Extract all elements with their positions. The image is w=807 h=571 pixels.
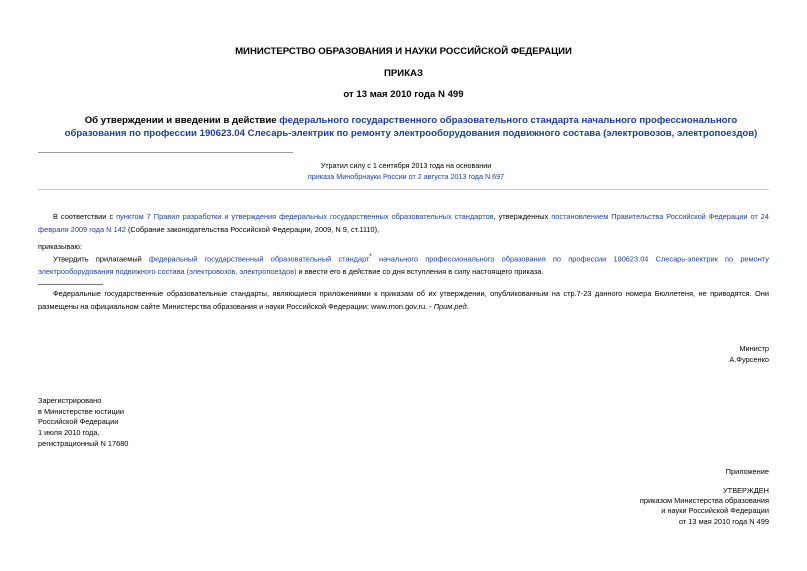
rules-point-7-link[interactable]: пунктом 7 Правил разработки и утверждения федеральных государственных образовательных стандартов	[116, 212, 494, 221]
signature-name: А.Фурсенко	[729, 355, 769, 365]
approve-paragraph	[38, 252, 769, 279]
standard-title-link[interactable]: федерального государственного образовательного стандарта начального профессионального образования по профессии 190623.04 Слесарь-электрик по ремонту электрооборудования подвижного состава (электровозов, электропоездов)	[64, 115, 758, 139]
appendix-label: Приложение	[725, 467, 769, 476]
footnote-text: Федеральные государственные образовательные стандарты, являющиеся приложениями к приказам об их утверждении, опубликованным на стр.7-23 данного номера Бюллетеня, не приводятся. Они размещены на официальном сайте Министерства образования и науки Российской Федерации: www.mon.gov.ru. -	[38, 289, 769, 311]
intro-text-3: (Собрание законодательства Российской Федерации, 2009, N 9, ст.1110),	[125, 224, 380, 234]
approve-text-2: и ввести его в действие со дня вступления в силу настоящего приказа.	[296, 267, 544, 277]
registration-line: 1 июля 2010 года,	[38, 428, 100, 438]
footnote-divider	[38, 284, 103, 285]
void-note	[270, 160, 542, 182]
signature-position: Министр	[739, 344, 769, 353]
editor-note: Прим.ред.	[433, 301, 469, 311]
profession-link[interactable]: начального профессионального образования по профессии 190623.04 Слесарь-электрик по ремонту электрооборудования подвижного состава (электровозов, электропоездов)	[38, 254, 769, 277]
divider-short	[38, 152, 293, 153]
void-note-text: Утратил силу с 1 сентября 2013 года на основании	[320, 161, 492, 170]
document-title	[55, 115, 767, 140]
footnote-marker: *	[369, 253, 372, 260]
approved-line: УТВЕРЖДЕН	[722, 486, 769, 495]
approved-line: и науки Российской Федерации	[661, 506, 769, 516]
approve-text-1: Утвердить прилагаемый	[53, 254, 149, 264]
ministry-heading: МИНИСТЕРСТВО ОБРАЗОВАНИЯ И НАУКИ РОССИЙСКОЙ ФЕДЕРАЦИИ	[235, 46, 572, 57]
registration-line: в Министерстве юстиции	[38, 406, 125, 416]
intro-paragraph	[38, 211, 769, 236]
footnote-paragraph	[38, 288, 769, 313]
registration-line: Зарегистрировано	[38, 396, 102, 405]
registration-line: Российской Федерации	[38, 417, 119, 427]
registration-block	[38, 396, 128, 450]
document-title-prefix: Об утверждении и введении в действие	[84, 115, 280, 126]
registration-line: регистрационный N 17680	[38, 438, 129, 448]
government-decree-link[interactable]: постановлением Правительства Российской Федерации от 24 февраля 2009 года N 142	[38, 212, 770, 234]
approved-line: приказом Министерства образования	[639, 496, 769, 506]
order-heading: ПРИКАЗ	[384, 68, 423, 79]
order-date: от 13 мая 2010 года N 499	[343, 89, 464, 100]
void-order-link[interactable]: приказа Минобрнауки России от 2 августа 2013 года N 697	[307, 172, 505, 182]
orders-label: приказываю:	[38, 242, 82, 251]
intro-text-1: В соответствии с	[53, 212, 117, 221]
signature-block	[729, 343, 769, 365]
intro-text-2: , утвержденных	[493, 212, 552, 221]
divider-long	[38, 189, 769, 190]
approved-block	[640, 486, 769, 527]
approved-line: от 13 мая 2010 года N 499	[678, 516, 769, 526]
standard-link[interactable]: федеральный государственный образовательный стандарт	[149, 254, 370, 264]
